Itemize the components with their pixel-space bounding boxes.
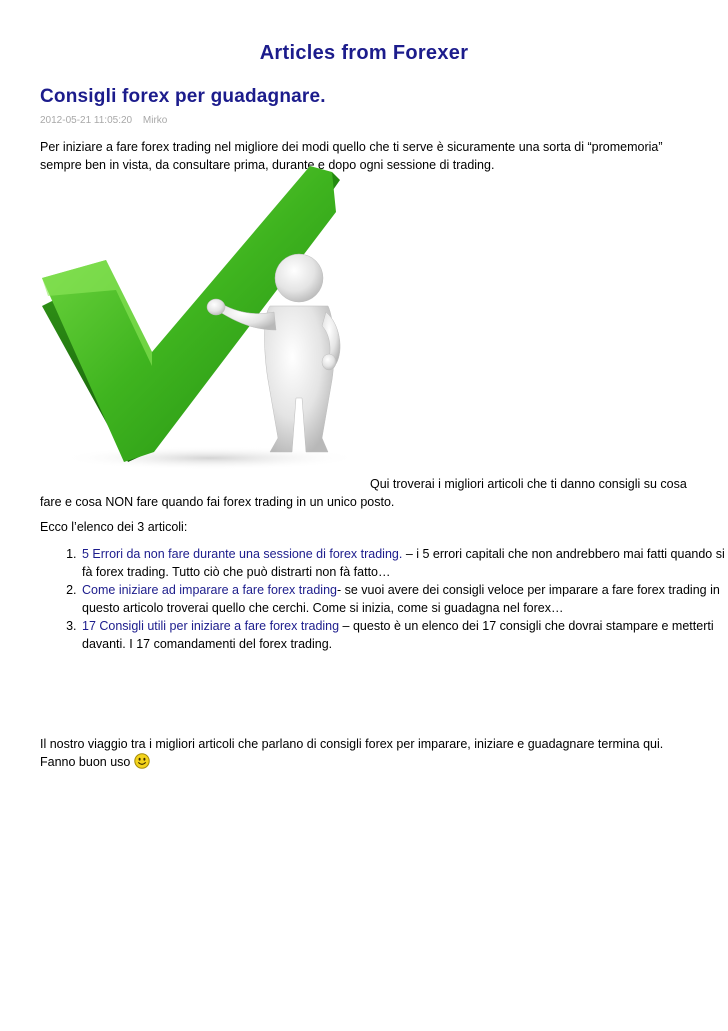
image-caption: Qui troverai i migliori articoli che ti danno consigli su cosa fare e cosa NON fare quando fai forex trading in un unico posto. [40,477,687,509]
post-date: 2012-05-21 11:05:20 [40,115,133,126]
smiley-icon [134,753,150,769]
list-item [80,545,728,581]
site-title: Articles from Forexer [259,42,469,64]
article-link-1[interactable]: 5 Errori da non fare durante una sessione di forex trading. [82,547,403,561]
post-author: Mirko [142,115,168,126]
list-intro: Ecco l’elenco dei 3 articoli: [40,520,188,534]
list-item [80,581,728,617]
closing-text: Il nostro viaggio tra i migliori articoli che parlano di consigli forex per imparare, iniziare e guadagnare termina qui. Fanno buon uso [40,737,664,769]
article-link-2[interactable]: Come iniziare ad imparare a fare forex trading [82,583,337,597]
article-link-3[interactable]: 17 Consigli utili per iniziare a fare forex trading [82,619,340,633]
checkmark-figure-illustration [40,166,380,472]
post-meta [40,115,175,126]
closing-paragraph [40,735,690,771]
articles-list [40,545,728,653]
article-desc-3: – questo è un elenco dei 17 consigli che dovrai stampare e metterti davanti. I 17 comandamenti del forex trading. [82,619,714,651]
article-desc-2: - se vuoi avere dei consigli veloce per imparare a fare forex trading in questo articolo troverai quello che cerchi. Come si inizia, come si guadagna nel forex… [82,583,720,615]
article-desc-1: – i 5 errori capitali che non andrebbero mai fatti quando si fà forex trading. Tutto ciò che può distrarti non fà fatto… [82,547,725,579]
intro-paragraph: Per iniziare a fare forex trading nel migliore dei modi quello che ti serve è sicuramente una sorta di “promemoria” sempre ben in vista, da consultare prima, durante e dopo ogni sessione di trading. [40,140,663,172]
list-item [80,617,728,653]
post-title[interactable]: Consigli forex per guadagnare. [40,86,326,107]
